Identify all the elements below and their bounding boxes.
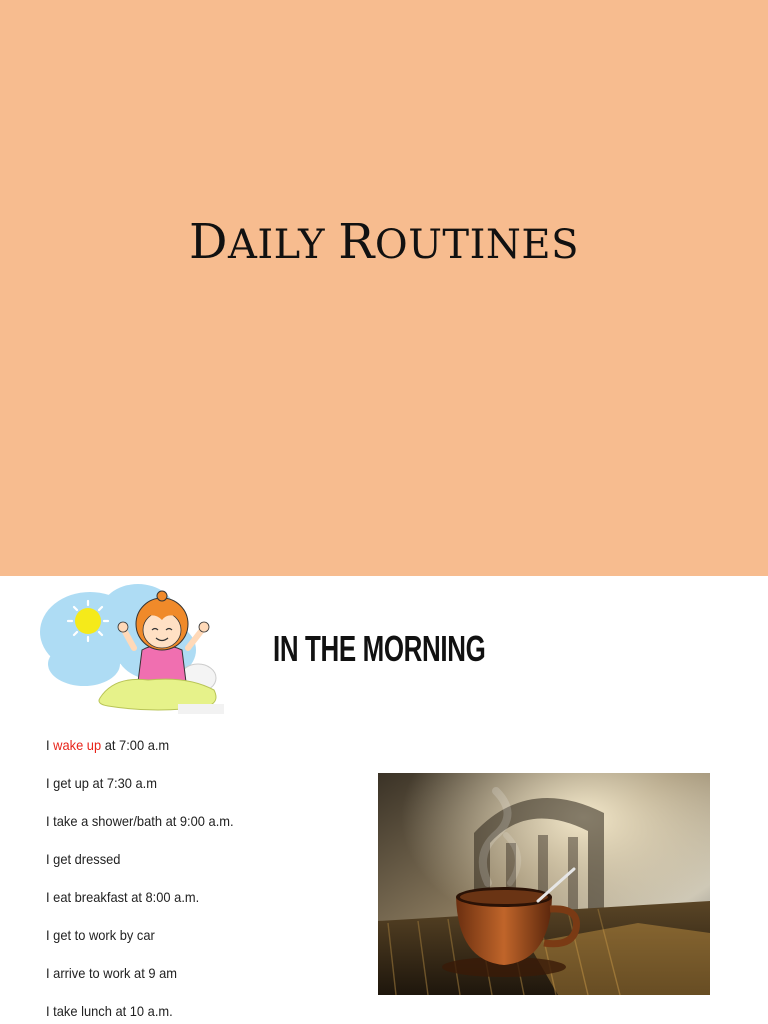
routine-text: I take lunch at 10 a.m. <box>46 1003 173 1019</box>
list-item <box>46 850 234 888</box>
list-item <box>46 964 234 1002</box>
routine-text: I take a shower/bath at 9:00 a.m. <box>46 813 234 829</box>
routine-text: I get dressed <box>46 851 121 867</box>
routine-list <box>46 736 250 1024</box>
routine-text: I get up at 7:30 a.m <box>46 775 157 791</box>
title-word-2: OUTINES <box>374 222 580 268</box>
list-item <box>46 926 234 964</box>
coffee-cup-photo <box>378 773 710 995</box>
list-item <box>46 888 234 926</box>
list-item <box>46 812 234 850</box>
girl-waking-up-illustration <box>38 580 226 716</box>
page-title <box>0 214 768 270</box>
title-initial-r: R <box>338 214 375 270</box>
list-item <box>46 774 234 812</box>
routine-text: I eat breakfast at 8:00 a.m. <box>46 889 200 905</box>
morning-slide <box>0 576 768 1024</box>
routine-text-end: at 7:00 a.m <box>101 737 170 753</box>
list-item <box>46 1002 234 1024</box>
list-item <box>46 736 234 774</box>
routine-text: I <box>46 737 54 753</box>
routine-text: I arrive to work at 9 am <box>46 965 177 981</box>
title-initial-d: D <box>188 214 228 270</box>
title-word-1: AILY <box>227 222 339 268</box>
routine-highlight: wake up <box>53 737 102 753</box>
routine-text: I get to work by car <box>46 927 155 943</box>
section-heading: IN THE MORNING <box>273 628 486 669</box>
